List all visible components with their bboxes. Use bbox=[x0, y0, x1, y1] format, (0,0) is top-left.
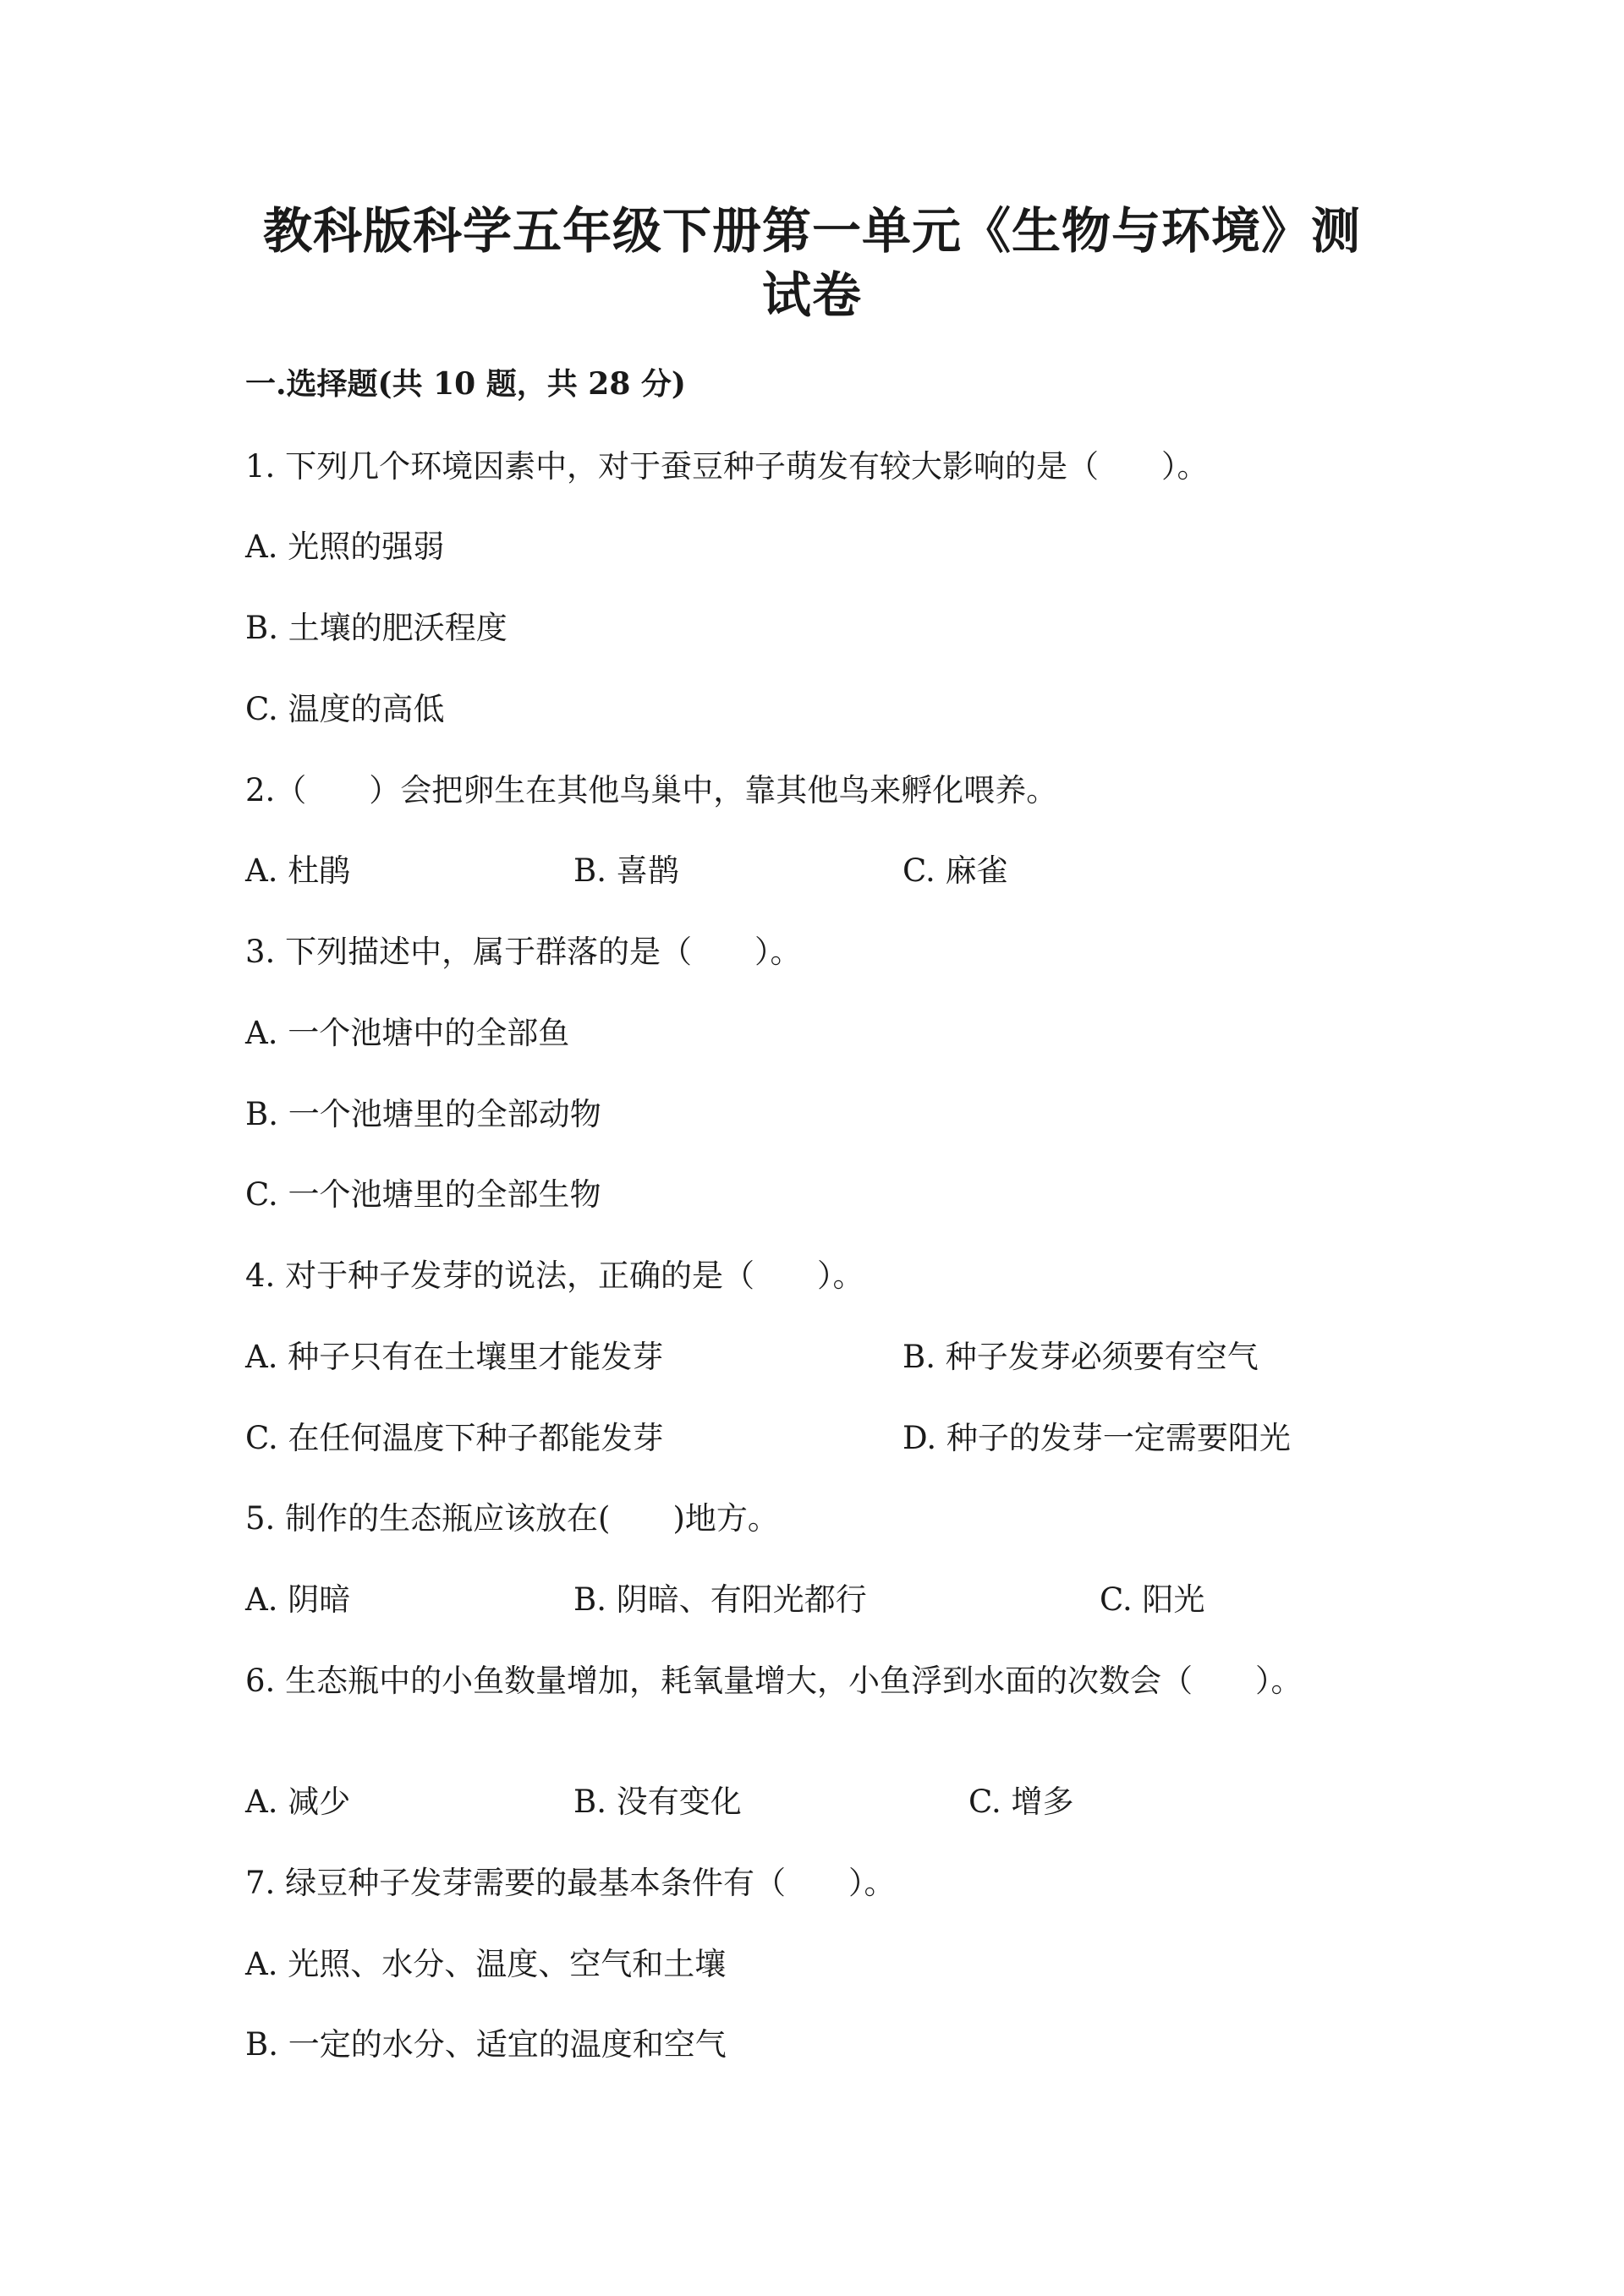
question-4-option-d: D. 种子的发芽一定需要阳光 bbox=[903, 1420, 1291, 1456]
question-1-option-c: C. 温度的高低 bbox=[245, 691, 445, 727]
question-2-option-c: C. 麻雀 bbox=[903, 852, 1008, 889]
question-4-option-a: A. 种子只有在土壤里才能发芽 bbox=[245, 1339, 664, 1375]
question-5-option-a: A. 阴暗 bbox=[245, 1581, 351, 1618]
question-3-option-c: C. 一个池塘里的全部生物 bbox=[245, 1176, 601, 1213]
question-4-option-c: C. 在任何温度下种子都能发芽 bbox=[245, 1420, 664, 1456]
exam-title-line-1: 教科版科学五年级下册第一单元《生物与环境》测 bbox=[262, 202, 1361, 260]
question-3-option-a: A. 一个池塘中的全部鱼 bbox=[245, 1015, 570, 1051]
question-1-option-a: A. 光照的强弱 bbox=[245, 529, 445, 565]
question-7-stem: 7. 绿豆种子发芽需要的最基本条件有（ ）。 bbox=[245, 1865, 896, 1901]
question-1-stem: 1. 下列几个环境因素中，对于蚕豆种子萌发有较大影响的是（ ）。 bbox=[245, 448, 1209, 485]
question-7-option-a: A. 光照、水分、温度、空气和土壤 bbox=[245, 1946, 727, 1982]
question-2-option-b: B. 喜鹊 bbox=[573, 852, 679, 889]
question-6-option-b: B. 没有变化 bbox=[573, 1784, 742, 1820]
question-5-stem: 5. 制作的生态瓶应该放在( )地方。 bbox=[245, 1500, 779, 1537]
question-6-stem: 6. 生态瓶中的小鱼数量增加，耗氧量增大，小鱼浮到水面的次数会（ ）。 bbox=[245, 1663, 1303, 1699]
question-3-option-b: B. 一个池塘里的全部动物 bbox=[245, 1096, 601, 1132]
section-heading: 一.选择题(共 10 题，共 28 分) bbox=[245, 366, 686, 402]
question-6-option-c: C. 增多 bbox=[968, 1784, 1074, 1820]
question-1-option-b: B. 土壤的肥沃程度 bbox=[245, 610, 508, 646]
question-2-option-a: A. 杜鹃 bbox=[245, 852, 351, 889]
question-6-option-a: A. 减少 bbox=[245, 1784, 351, 1820]
question-5-option-c: C. 阳光 bbox=[1100, 1581, 1205, 1618]
question-7-option-b: B. 一定的水分、适宜的温度和空气 bbox=[245, 2026, 727, 2063]
exam-title-line-2: 试卷 bbox=[761, 266, 862, 324]
question-4-option-b: B. 种子发芽必须要有空气 bbox=[903, 1339, 1259, 1375]
question-5-option-b: B. 阴暗、有阳光都行 bbox=[573, 1581, 867, 1618]
question-3-stem: 3. 下列描述中，属于群落的是（ ）。 bbox=[245, 934, 802, 970]
question-2-stem: 2.（ ）会把卵生在其他鸟巢中，靠其他鸟来孵化喂养。 bbox=[245, 772, 1058, 808]
question-4-stem: 4. 对于种子发芽的说法，正确的是（ ）。 bbox=[245, 1258, 864, 1294]
